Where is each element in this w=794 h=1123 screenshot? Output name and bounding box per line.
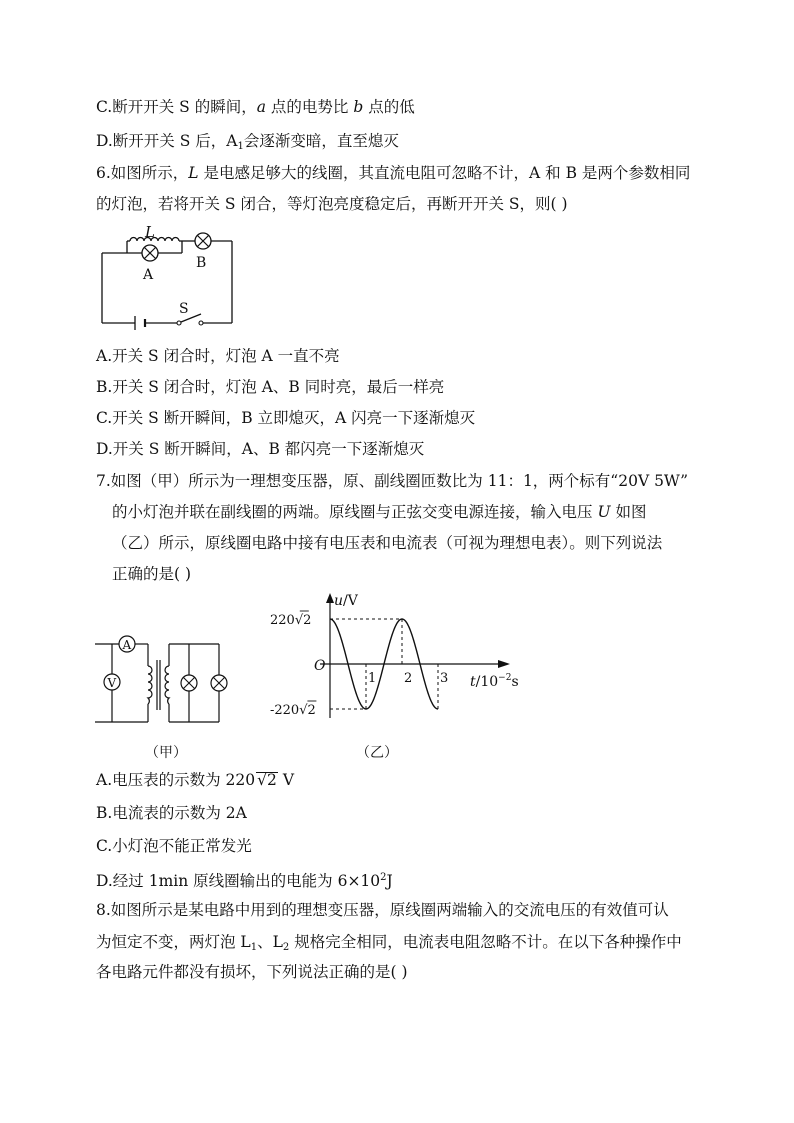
option-6c: C.开关 S 断开瞬间，B 立即熄灭，A 闪亮一下逐渐熄灭 — [96, 409, 476, 427]
battery-icon — [135, 316, 145, 330]
voltmeter-label: V — [107, 676, 117, 690]
figure-7b-voltage-chart — [270, 588, 540, 728]
x-tick-label: 2 — [404, 671, 413, 686]
question-7-line1: 7.如图（甲）所示为一理想变压器，原、副线圈匝数比为 11：1，两个标有“20V 5W” — [96, 472, 689, 490]
ammeter-label: A — [122, 638, 132, 652]
option-5c: C.断开开关 S 的瞬间，a 点的电势比 b 点的低 — [96, 98, 415, 116]
option-6a: A.开关 S 闭合时，灯泡 A 一直不亮 — [96, 347, 340, 365]
x-tick-label: 3 — [440, 671, 449, 686]
question-6-line2: 的灯泡，若将开关 S 闭合，等灯泡亮度稳定后，再断开开关 S，则( ) — [96, 195, 568, 213]
ammeter-icon — [119, 636, 135, 652]
question-7-line2: 的小灯泡并联在副线圈的两端。原线圈与正弦交变电源连接，输入电压 U 如图 — [112, 503, 647, 521]
question-7-line3: （乙）所示，原线圈电路中接有电压表和电流表（可视为理想电表）。则下列说法 — [112, 534, 663, 552]
question-8-line2: 为恒定不变，两灯泡 $L_1$、$L_2$ 规格完全相同，电流表电阻忽略不计。在以下各种操作中 — [96, 933, 682, 953]
lamp-1-icon — [181, 675, 197, 691]
figure-6-circuit — [95, 225, 240, 330]
x-axis-label: $t/10^{-2}s$ — [470, 673, 519, 690]
option-5d: D.断开开关 S 后，$A_1$会逐渐变暗，直至熄灭 — [96, 132, 399, 152]
caption-yi: （乙） — [356, 745, 398, 761]
lamp-b-icon — [195, 233, 211, 249]
voltmeter-icon — [104, 674, 120, 690]
lamp-2-icon — [211, 675, 227, 691]
y-tick-label-top: 220√2 — [270, 613, 312, 628]
x-axis-arrow-icon — [498, 660, 510, 668]
question-6-line1: 6.如图所示，L 是电感足够大的线圈，其直流电阻可忽略不计，A 和 B 是两个参数相同 — [96, 164, 691, 182]
y-axis-label: u/V — [334, 593, 358, 609]
y-axis-arrow-icon — [326, 593, 334, 603]
option-7b: B.电流表的示数为 2A — [96, 804, 247, 822]
label-B: B — [196, 255, 207, 271]
question-7-line4: 正确的是( ) — [112, 565, 192, 583]
option-6b: B.开关 S 闭合时，灯泡 A、B 同时亮，最后一样亮 — [96, 378, 445, 396]
origin-label: O — [314, 658, 326, 674]
label-A: A — [143, 267, 154, 283]
option-7a: A.电压表的示数为 220 √2 V — [96, 771, 295, 789]
option-7c: C.小灯泡不能正常发光 — [96, 837, 252, 855]
label-S: S — [179, 301, 189, 317]
option-7d: D.经过 1min 原线圈输出的电能为 $6\times 10^2J$ — [96, 872, 393, 890]
question-8-line3: 各电路元件都没有损坏，下列说法正确的是( ) — [96, 963, 408, 981]
option-6d: D.开关 S 断开瞬间，A、B 都闪亮一下逐渐熄灭 — [96, 440, 425, 458]
question-8-line1: 8.如图所示是某电路中用到的理想变压器，原线圈两端输入的交流电压的有效值可认 — [96, 901, 669, 919]
figure-7a-transformer-circuit — [95, 630, 235, 730]
label-L: L — [145, 223, 155, 241]
caption-jia: （甲） — [145, 745, 187, 761]
sqrt-sign: √2 — [257, 771, 277, 789]
x-tick-label: 1 — [368, 671, 377, 686]
lamp-a-icon — [142, 245, 158, 261]
y-tick-label-bottom: -220√2 — [270, 703, 316, 718]
